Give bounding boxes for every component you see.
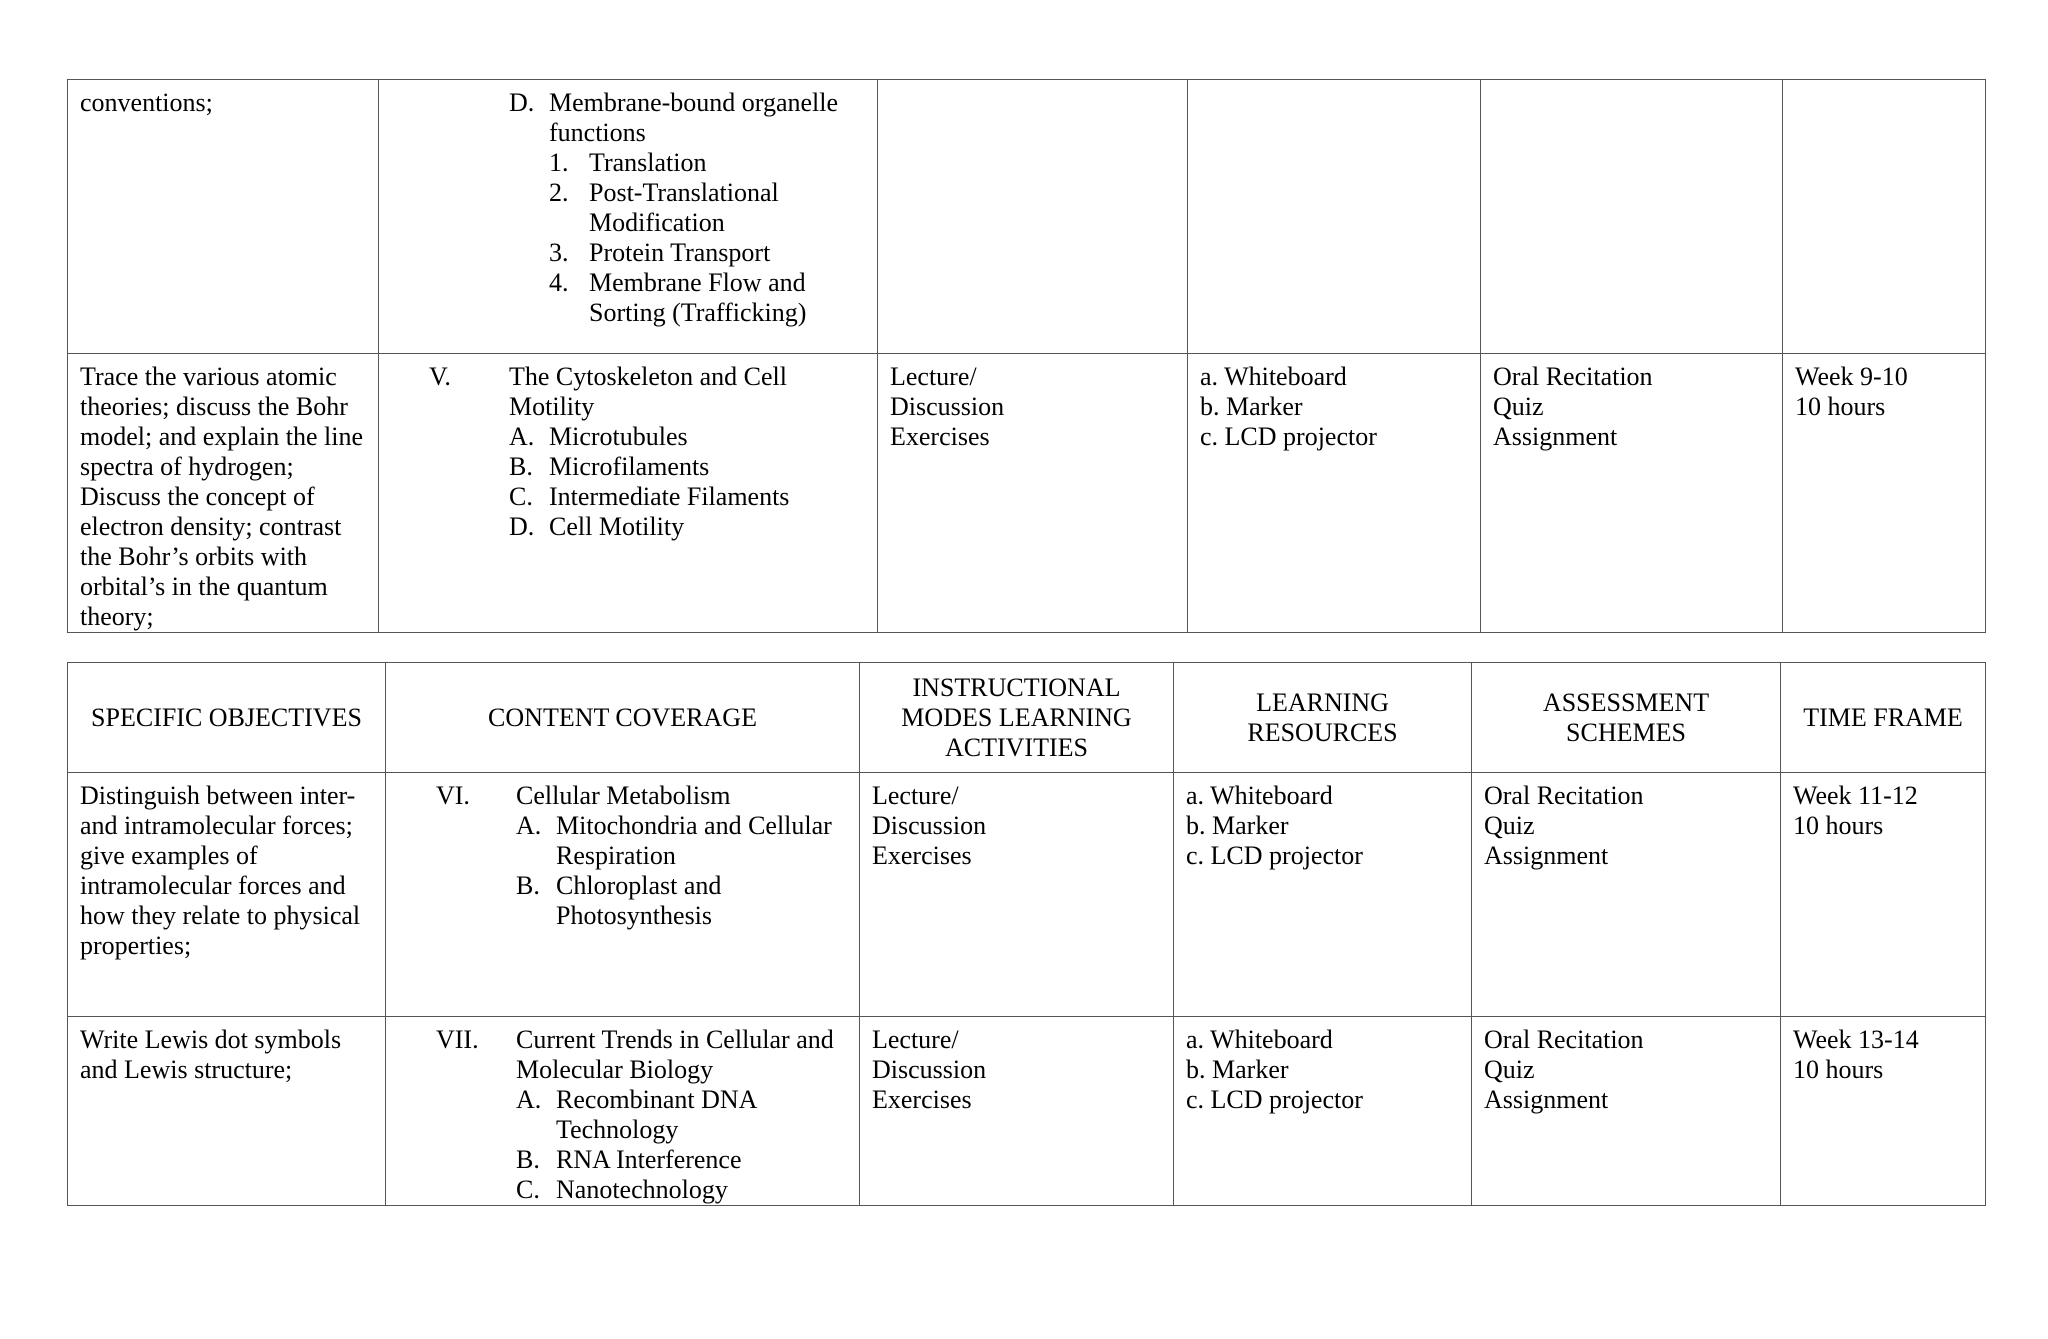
list-item: B. Chloroplast and Photosynthesis [516,871,722,930]
column-header-objectives: SPECIFIC OBJECTIVES [68,663,386,773]
list-item: C. Nanotechnology [516,1175,728,1204]
list-item: 3. Protein Transport [549,238,771,267]
topic-title: The Cytoskeleton and Cell [509,362,788,391]
list-item: 4. Membrane Flow and Sorting (Trafficking) [549,268,807,327]
resources-cell: a. Whiteboard b. Marker c. LCD projector [1174,773,1472,1017]
list-item: A. Recombinant DNA Technology [516,1085,758,1144]
objective-text: Write Lewis dot symbols and Lewis structure; [80,1025,342,1084]
list-item: B. Microfilaments [509,452,710,481]
modes-cell: Lecture/ Discussion Exercises [878,354,1188,633]
syllabus-table [67,662,1986,1206]
syllabus-table-continued [67,79,1986,633]
table-row [68,354,1986,633]
objective-cell [68,354,379,633]
timeframe-cell: Week 11-12 10 hours [1781,773,1986,1017]
table-row [68,773,1986,1017]
objective-cell [68,773,386,1017]
topic-number: V. [429,362,451,391]
content-topic [436,1025,847,1205]
content-cell [386,773,860,1017]
column-header-modes: INSTRUCTIONAL MODES LEARNING ACTIVITIES [860,663,1174,773]
assessment-cell [1481,80,1783,354]
column-header-resources: LEARNING RESOURCES [1174,663,1472,773]
timeframe-cell: Week 9-10 10 hours [1783,354,1986,633]
list-item: B. RNA Interference [516,1145,742,1174]
topic-title: Current Trends in Cellular and [516,1025,834,1054]
resources-cell [1188,80,1481,354]
objective-text: Distinguish between inter- and intramolecular forces; give examples of intramolecular forces and how they relate to physical properties; [80,781,361,960]
objective-cell [68,1017,386,1206]
content-cell [379,354,878,633]
resources-cell: a. Whiteboard b. Marker c. LCD projector [1174,1017,1472,1206]
objective-cell [68,80,379,354]
column-header-timeframe: TIME FRAME [1781,663,1986,773]
content-cell [379,80,878,354]
topic-title: Cellular Metabolism [516,781,731,810]
topic-number: VII. [436,1025,479,1054]
list-item: D. Cell Motility [509,512,685,541]
topic-title: Motility [509,392,595,421]
column-header-content: CONTENT COVERAGE [386,663,860,773]
content-cell [386,1017,860,1206]
modes-cell: Lecture/ Discussion Exercises [860,1017,1174,1206]
table-row [68,80,1986,354]
assessment-cell: Oral Recitation Quiz Assignment [1472,773,1781,1017]
content-topic [429,362,865,542]
column-header-assessment: ASSESSMENT SCHEMES [1472,663,1781,773]
objective-text: Trace the various atomic theories; discuss the Bohr model; and explain the line spectra of hydrogen; Discuss the concept of electron density; contrast the Bohr’s orbits with orbital’s in the quantum theory; [80,362,364,631]
modes-cell: Lecture/ Discussion Exercises [860,773,1174,1017]
content-numbered-list [549,148,865,328]
list-item: A. Mitochondria and Cellular Respiration [516,811,832,870]
table-header-row [68,663,1986,773]
timeframe-cell: Week 13-14 10 hours [1781,1017,1986,1206]
objective-text: conventions; [80,88,213,117]
content-topic [436,781,847,931]
content-subtopic: D. Membrane-bound organelle functions [509,88,839,147]
resources-cell: a. Whiteboard b. Marker c. LCD projector [1188,354,1481,633]
list-item: 1. Translation [549,148,707,177]
table-row [68,1017,1986,1206]
list-item: 2. Post-Translational Modification [549,178,779,237]
topic-title: Molecular Biology [516,1055,714,1084]
topic-number: VI. [436,781,470,810]
modes-cell [878,80,1188,354]
assessment-cell: Oral Recitation Quiz Assignment [1472,1017,1781,1206]
assessment-cell: Oral Recitation Quiz Assignment [1481,354,1783,633]
timeframe-cell [1783,80,1986,354]
list-item: A. Microtubules [509,422,688,451]
list-item: C. Intermediate Filaments [509,482,790,511]
